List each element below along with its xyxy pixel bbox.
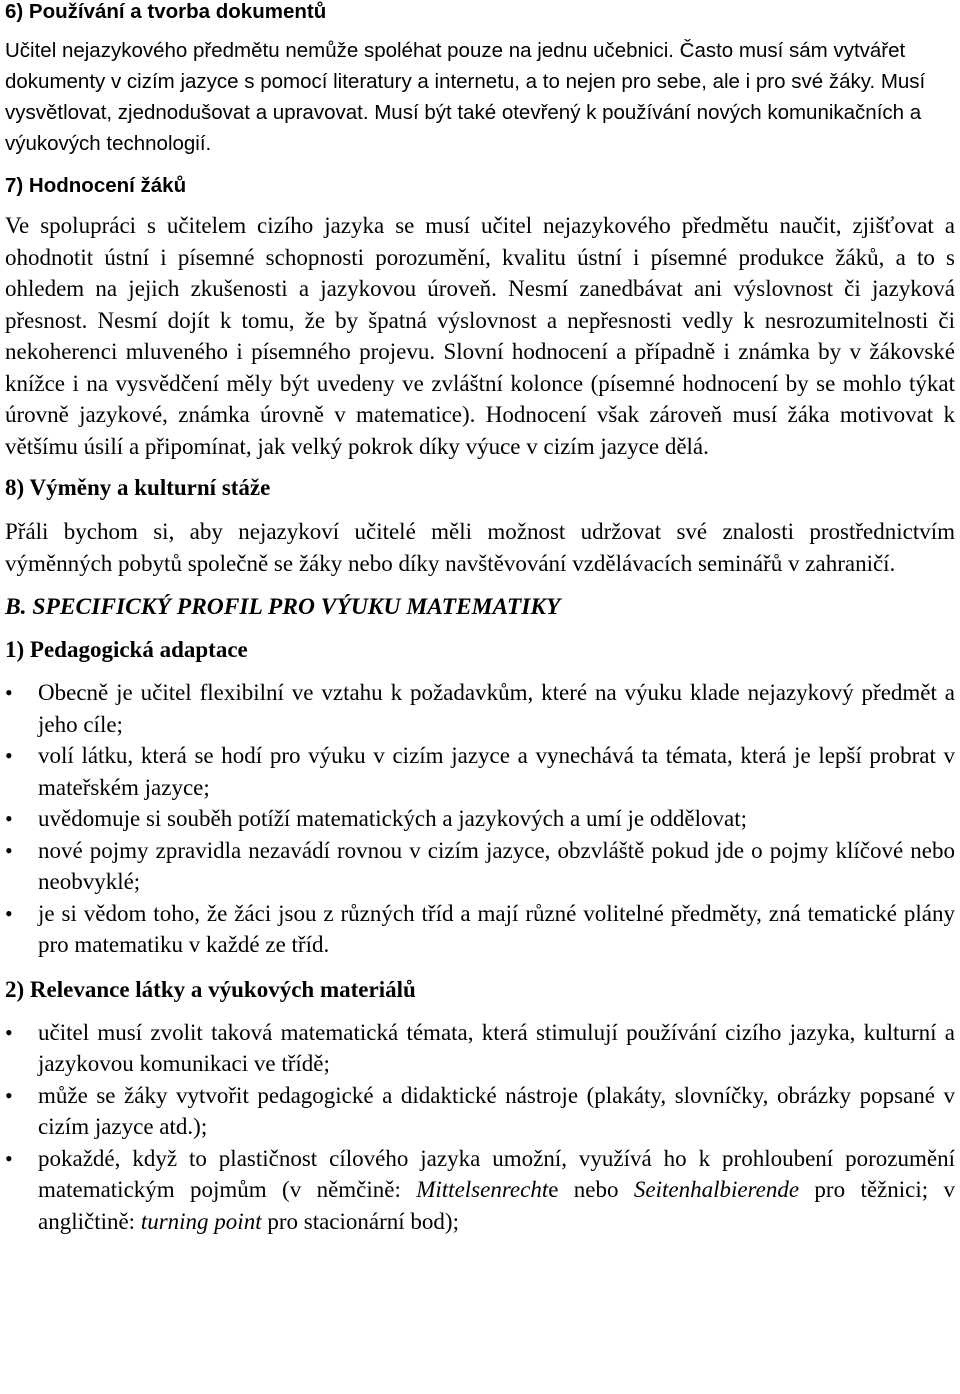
bullet-icon: • bbox=[5, 743, 13, 768]
list-item: • Obecně je učitel flexibilní ve vztahu k požadavkům, které na výuku klade nejazykový předmět a jeho cíle; bbox=[5, 677, 955, 740]
bullet-icon: • bbox=[5, 1082, 13, 1108]
list-item: • nové pojmy zpravidla nezavádí rovnou v cizím jazyce, obzvláště pokud jde o pojmy klíčové nebo neobvyklé; bbox=[5, 835, 955, 898]
section-8-heading: 8) Výměny a kulturní stáže bbox=[5, 475, 271, 500]
term-german-1: Mittelsenrecht bbox=[416, 1177, 549, 1202]
bullet-icon: • bbox=[5, 806, 13, 831]
bullet-icon: • bbox=[5, 1145, 13, 1171]
bullet-icon: • bbox=[5, 900, 13, 926]
bullet-icon: • bbox=[5, 680, 13, 705]
bullet-icon: • bbox=[5, 1019, 13, 1045]
pedagogical-adaptation-heading: 1) Pedagogická adaptace bbox=[5, 637, 248, 662]
specific-profile-heading: B. SPECIFICKÝ PROFIL PRO VÝUKU MATEMATIKY bbox=[5, 594, 561, 620]
list-item: • může se žáky vytvořit pedagogické a didaktické nástroje (plakáty, slovníčky, obrázky popsané v cizím jazyce atd.); bbox=[5, 1080, 955, 1143]
relevance-list bbox=[5, 1017, 955, 1238]
pedagogical-adaptation-list bbox=[5, 677, 955, 961]
term-german-2: Seitenhalbierende bbox=[633, 1177, 800, 1202]
section-6-paragraph: Učitel nejazykového předmětu nemůže spoléhat pouze na jednu učebnici. Často musí sám vytvářet dokumenty v cizím jazyce s pomocí literatury a internetu, a to nejen pro sebe, ale i pro své žáky. Musí vysvětlovat, zjednodušovat a upravovat. Musí být také otevřený k používání nových komunikačních a výukových technologií. bbox=[5, 39, 926, 155]
list-item: • pokaždé, když to plastičnost cílového jazyka umožní, využívá ho k prohloubení porozumění matematickým pojmům (v němčině: Mittelsenrechte nebo Seitenhalbierende pro těžnici; v angličtině: turning point pro stacionární bod); bbox=[5, 1143, 955, 1238]
section-7-paragraph: Ve spolupráci s učitelem cizího jazyka se musí učitel nejazykového předmětu naučit, zjišťovat a ohodnotit ústní i písemné schopnosti porozumění, kvalitu ústní i písemné produkce žáků, a to s ohledem na jejich zkušenosti a jazykovou úroveň. Nesmí zanedbávat ani výslovnost či jazyková přesnost. Nesmí dojít k tomu, že by špatná výslovnost a nepřesnosti vedly k nesrozumitelnosti či nekoherenci mluveného i písemného projevu. Slovní hodnocení a případně i známka by v žákovské knížce i na vysvědčení měly být uvedeny ve zvláštní kolonce (písemné hodnocení by se mohlo týkat úrovně jazykové, známka úrovně v matematice). Hodnocení však zároveň musí žáka motivovat k většímu úsilí a připomínat, jak velký pokrok díky výuce v cizím jazyce dělá. bbox=[5, 213, 955, 459]
list-item: • volí látku, která se hodí pro výuku v cizím jazyce a vynechává ta témata, která je lepší probrat v mateřském jazyce; bbox=[5, 740, 955, 803]
bullet-icon: • bbox=[5, 837, 13, 863]
list-item: • učitel musí zvolit taková matematická témata, která stimulují používání cizího jazyka, kulturní a jazykovou komunikaci ve třídě; bbox=[5, 1017, 955, 1080]
section-8-paragraph: Přáli bychom si, aby nejazykoví učitelé měli možnost udržovat své znalosti prostřednictvím výměnných pobytů společně se žáky nebo díky navštěvování vzdělávacích seminářů v zahraničí. bbox=[5, 519, 955, 576]
relevance-heading: 2) Relevance látky a výukových materiálů bbox=[5, 976, 416, 1002]
list-item: • uvědomuje si souběh potíží matematických a jazykových a umí je oddělovat; bbox=[5, 803, 955, 835]
term-english: turning point bbox=[140, 1208, 262, 1234]
section-7-heading: 7) Hodnocení žáků bbox=[5, 174, 187, 197]
list-item: • je si vědom toho, že žáci jsou z různých tříd a mají různé volitelné předměty, zná tematické plány pro matematiku v každé ze tříd. bbox=[5, 898, 955, 961]
section-6-heading: 6) Používání a tvorba dokumentů bbox=[5, 0, 327, 23]
